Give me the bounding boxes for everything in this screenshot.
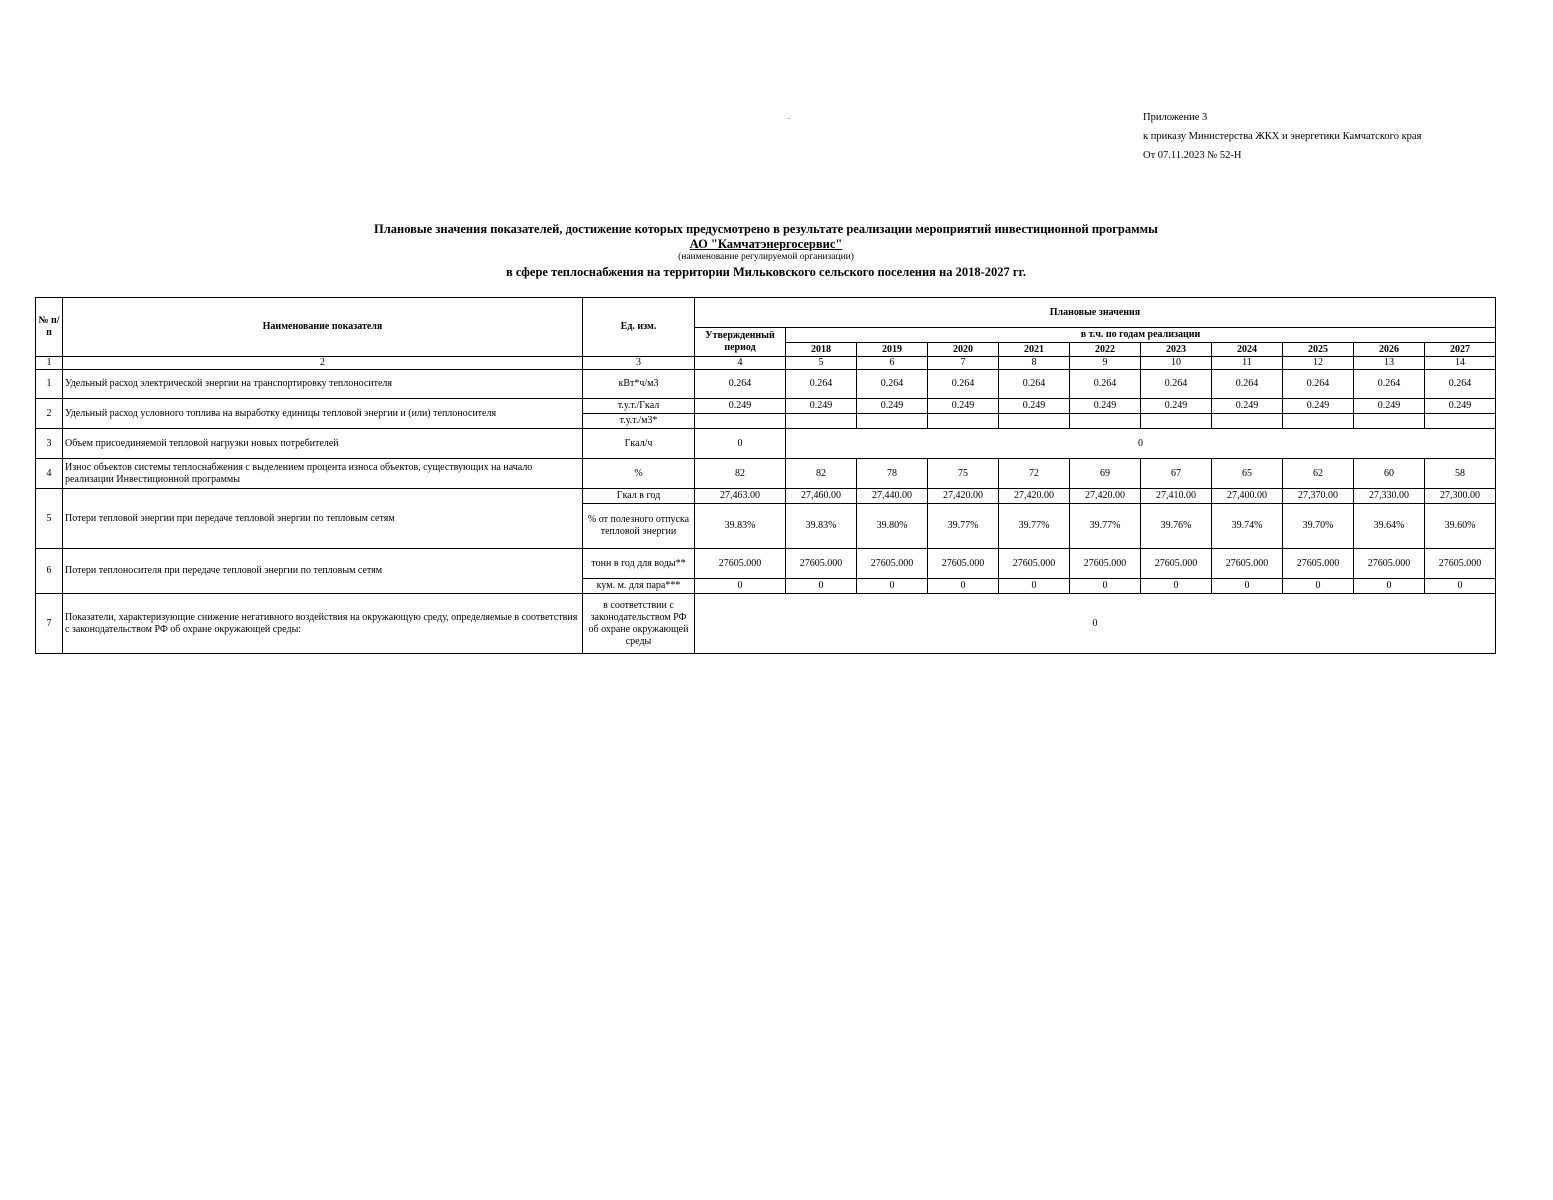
column-number: 14 (1425, 357, 1496, 370)
column-number: 4 (695, 357, 786, 370)
value-cell: 0.264 (857, 370, 928, 399)
value-cell (1283, 414, 1354, 429)
value-cell: 27605.000 (1141, 549, 1212, 579)
column-number: 8 (999, 357, 1070, 370)
value-cell: 0 (999, 579, 1070, 594)
value-cell: 27,400.00 (1212, 489, 1283, 504)
row-unit: % (583, 459, 695, 489)
value-cell: 0 (786, 579, 857, 594)
value-cell (1070, 414, 1141, 429)
value-cell: 27605.000 (695, 549, 786, 579)
stray-mark: . (788, 112, 790, 121)
value-cell: 0.249 (1070, 399, 1141, 414)
indicators-table (35, 297, 1496, 654)
row-unit: кВт*ч/м3 (583, 370, 695, 399)
value-cell: 39.77% (999, 504, 1070, 549)
appendix-line-1: Приложение 3 (1143, 112, 1208, 123)
column-number: 7 (928, 357, 999, 370)
column-number: 12 (1283, 357, 1354, 370)
value-cell: 0.264 (1354, 370, 1425, 399)
value-cell (695, 414, 786, 429)
header-year: 2018 (786, 343, 857, 357)
value-cell: 0.264 (928, 370, 999, 399)
value-cell: 60 (1354, 459, 1425, 489)
value-cell: 39.76% (1141, 504, 1212, 549)
row-num: 5 (36, 489, 63, 549)
table-row (36, 549, 1496, 579)
row-unit: т.у.т./Гкал (583, 399, 695, 414)
value-cell: 82 (786, 459, 857, 489)
header-year: 2019 (857, 343, 928, 357)
header-name: Наименование показателя (63, 298, 583, 357)
value-cell: 27,463.00 (695, 489, 786, 504)
value-cell: 27,370.00 (1283, 489, 1354, 504)
value-cell: 0.249 (1283, 399, 1354, 414)
value-cell: 0 (1141, 579, 1212, 594)
row-unit: % от полезного отпуска тепловой энергии (583, 504, 695, 549)
value-cell: 82 (695, 459, 786, 489)
value-cell: 78 (857, 459, 928, 489)
value-cell (1212, 414, 1283, 429)
value-cell: 27605.000 (786, 549, 857, 579)
value-cell: 0 (695, 429, 786, 459)
value-cell: 0 (1283, 579, 1354, 594)
value-cell: 72 (999, 459, 1070, 489)
value-cell: 0 (928, 579, 999, 594)
table-row (36, 594, 1496, 654)
title-line-1: Плановые значения показателей, достижение которых предусмотрено в результате реализации мероприятий инвестиционной программы (374, 222, 1158, 236)
value-cell: 58 (1425, 459, 1496, 489)
value-cell (1354, 414, 1425, 429)
value-cell: 0 (695, 579, 786, 594)
header-unit: Ед. изм. (583, 298, 695, 357)
column-number: 3 (583, 357, 695, 370)
value-cell: 27,440.00 (857, 489, 928, 504)
value-cell: 39.74% (1212, 504, 1283, 549)
value-cell: 39.60% (1425, 504, 1496, 549)
value-cell-merged: 0 (786, 429, 1496, 459)
table-row (36, 370, 1496, 399)
row-name: Удельный расход электрической энергии на транспортировку теплоносителя (63, 370, 583, 399)
value-cell (999, 414, 1070, 429)
value-cell: 39.77% (928, 504, 999, 549)
value-cell: 27605.000 (1354, 549, 1425, 579)
row-name: Износ объектов системы теплоснабжения с выделением процента износа объектов, существующих на начало реализации Инвестиционной программы (63, 459, 583, 489)
table-row (36, 429, 1496, 459)
value-cell: 39.83% (786, 504, 857, 549)
value-cell: 0.264 (1283, 370, 1354, 399)
value-cell: 0.249 (857, 399, 928, 414)
value-cell: 62 (1283, 459, 1354, 489)
row-name: Показатели, характеризующие снижение негативного воздействия на окружающую среду, определяемые в соответствия с законодательством РФ об охране окружающей среды: (63, 594, 583, 654)
value-cell: 39.77% (1070, 504, 1141, 549)
value-cell: 0 (1212, 579, 1283, 594)
value-cell: 0.249 (1354, 399, 1425, 414)
row-name: Объем присоединяемой тепловой нагрузки новых потребителей (63, 429, 583, 459)
value-cell: 0.264 (695, 370, 786, 399)
value-cell: 27605.000 (999, 549, 1070, 579)
header-year: 2026 (1354, 343, 1425, 357)
column-number: 2 (63, 357, 583, 370)
row-unit: Гкал в год (583, 489, 695, 504)
header-year: 2022 (1070, 343, 1141, 357)
value-cell: 0 (1425, 579, 1496, 594)
value-cell: 0 (1354, 579, 1425, 594)
value-cell: 0 (1070, 579, 1141, 594)
value-cell: 0.264 (1070, 370, 1141, 399)
column-numbers-row (36, 357, 1496, 370)
value-cell: 65 (1212, 459, 1283, 489)
value-cell: 27,420.00 (928, 489, 999, 504)
value-cell-merged: 0 (695, 594, 1496, 654)
value-cell: 0 (857, 579, 928, 594)
header-year: 2020 (928, 343, 999, 357)
row-num: 6 (36, 549, 63, 594)
value-cell: 39.70% (1283, 504, 1354, 549)
column-number: 13 (1354, 357, 1425, 370)
header-approved: Утвержденный период (695, 328, 786, 357)
value-cell: 0.264 (999, 370, 1070, 399)
value-cell: 0.249 (1425, 399, 1496, 414)
value-cell: 0.249 (786, 399, 857, 414)
header-by-years: в т.ч. по годам реализации (786, 328, 1496, 343)
row-num: 3 (36, 429, 63, 459)
value-cell (857, 414, 928, 429)
value-cell (1141, 414, 1212, 429)
organization-note: (наименование регулируемой организации) (678, 252, 854, 262)
row-name: Удельный расход условного топлива на выработку единицы тепловой энергии и (или) теплоносителя (63, 399, 583, 429)
value-cell (1425, 414, 1496, 429)
header-year: 2025 (1283, 343, 1354, 357)
value-cell: 27,410.00 (1141, 489, 1212, 504)
value-cell (786, 414, 857, 429)
value-cell: 27,300.00 (1425, 489, 1496, 504)
value-cell: 0.249 (999, 399, 1070, 414)
document-title (0, 222, 1532, 280)
value-cell: 0.264 (786, 370, 857, 399)
value-cell: 75 (928, 459, 999, 489)
column-number: 1 (36, 357, 63, 370)
value-cell: 27605.000 (928, 549, 999, 579)
value-cell: 27,420.00 (999, 489, 1070, 504)
value-cell: 27605.000 (857, 549, 928, 579)
value-cell: 27605.000 (1212, 549, 1283, 579)
row-unit: Гкал/ч (583, 429, 695, 459)
value-cell: 67 (1141, 459, 1212, 489)
appendix-block (1143, 108, 1421, 165)
row-num: 1 (36, 370, 63, 399)
column-number: 11 (1212, 357, 1283, 370)
value-cell: 27,460.00 (786, 489, 857, 504)
header-year: 2027 (1425, 343, 1496, 357)
row-num: 2 (36, 399, 63, 429)
row-name: Потери тепловой энергии при передаче тепловой энергии по тепловым сетям (63, 489, 583, 549)
value-cell: 0.249 (928, 399, 999, 414)
value-cell: 27,330.00 (1354, 489, 1425, 504)
table-row (36, 459, 1496, 489)
value-cell: 39.83% (695, 504, 786, 549)
header-year: 2023 (1141, 343, 1212, 357)
value-cell: 0.249 (1212, 399, 1283, 414)
appendix-line-3: От 07.11.2023 № 52-Н (1143, 150, 1242, 161)
value-cell: 39.64% (1354, 504, 1425, 549)
title-line-3: в сфере теплоснабжения на территории Мильковского сельского поселения на 2018-2027 гг. (505, 265, 1026, 279)
value-cell: 0.249 (695, 399, 786, 414)
organization-name: АО "Камчатэнергосервис" (689, 237, 843, 251)
row-unit: тонн в год для воды** (583, 549, 695, 579)
row-num: 4 (36, 459, 63, 489)
table-row (36, 399, 1496, 414)
header-planned: Плановые значения (695, 298, 1496, 328)
value-cell: 27,420.00 (1070, 489, 1141, 504)
value-cell: 0.264 (1425, 370, 1496, 399)
column-number: 10 (1141, 357, 1212, 370)
value-cell: 27605.000 (1070, 549, 1141, 579)
value-cell: 69 (1070, 459, 1141, 489)
value-cell: 39.80% (857, 504, 928, 549)
value-cell: 0.264 (1141, 370, 1212, 399)
value-cell: 27605.000 (1283, 549, 1354, 579)
value-cell (928, 414, 999, 429)
row-unit: кум. м. для пара*** (583, 579, 695, 594)
value-cell: 27605.000 (1425, 549, 1496, 579)
appendix-line-2: к приказу Министерства ЖКХ и энергетики Камчатского края (1143, 131, 1422, 142)
column-number: 5 (786, 357, 857, 370)
column-number: 9 (1070, 357, 1141, 370)
header-num: № п/п (36, 298, 63, 357)
header-year: 2024 (1212, 343, 1283, 357)
value-cell: 0.249 (1141, 399, 1212, 414)
row-unit: в соответствии с законодательством РФ об охране окружающей среды (583, 594, 695, 654)
column-number: 6 (857, 357, 928, 370)
row-name: Потери теплоносителя при передаче тепловой энергии по тепловым сетям (63, 549, 583, 594)
row-num: 7 (36, 594, 63, 654)
value-cell: 0.264 (1212, 370, 1283, 399)
table-row (36, 489, 1496, 504)
header-year: 2021 (999, 343, 1070, 357)
row-unit: т.у.т./м3* (583, 414, 695, 429)
